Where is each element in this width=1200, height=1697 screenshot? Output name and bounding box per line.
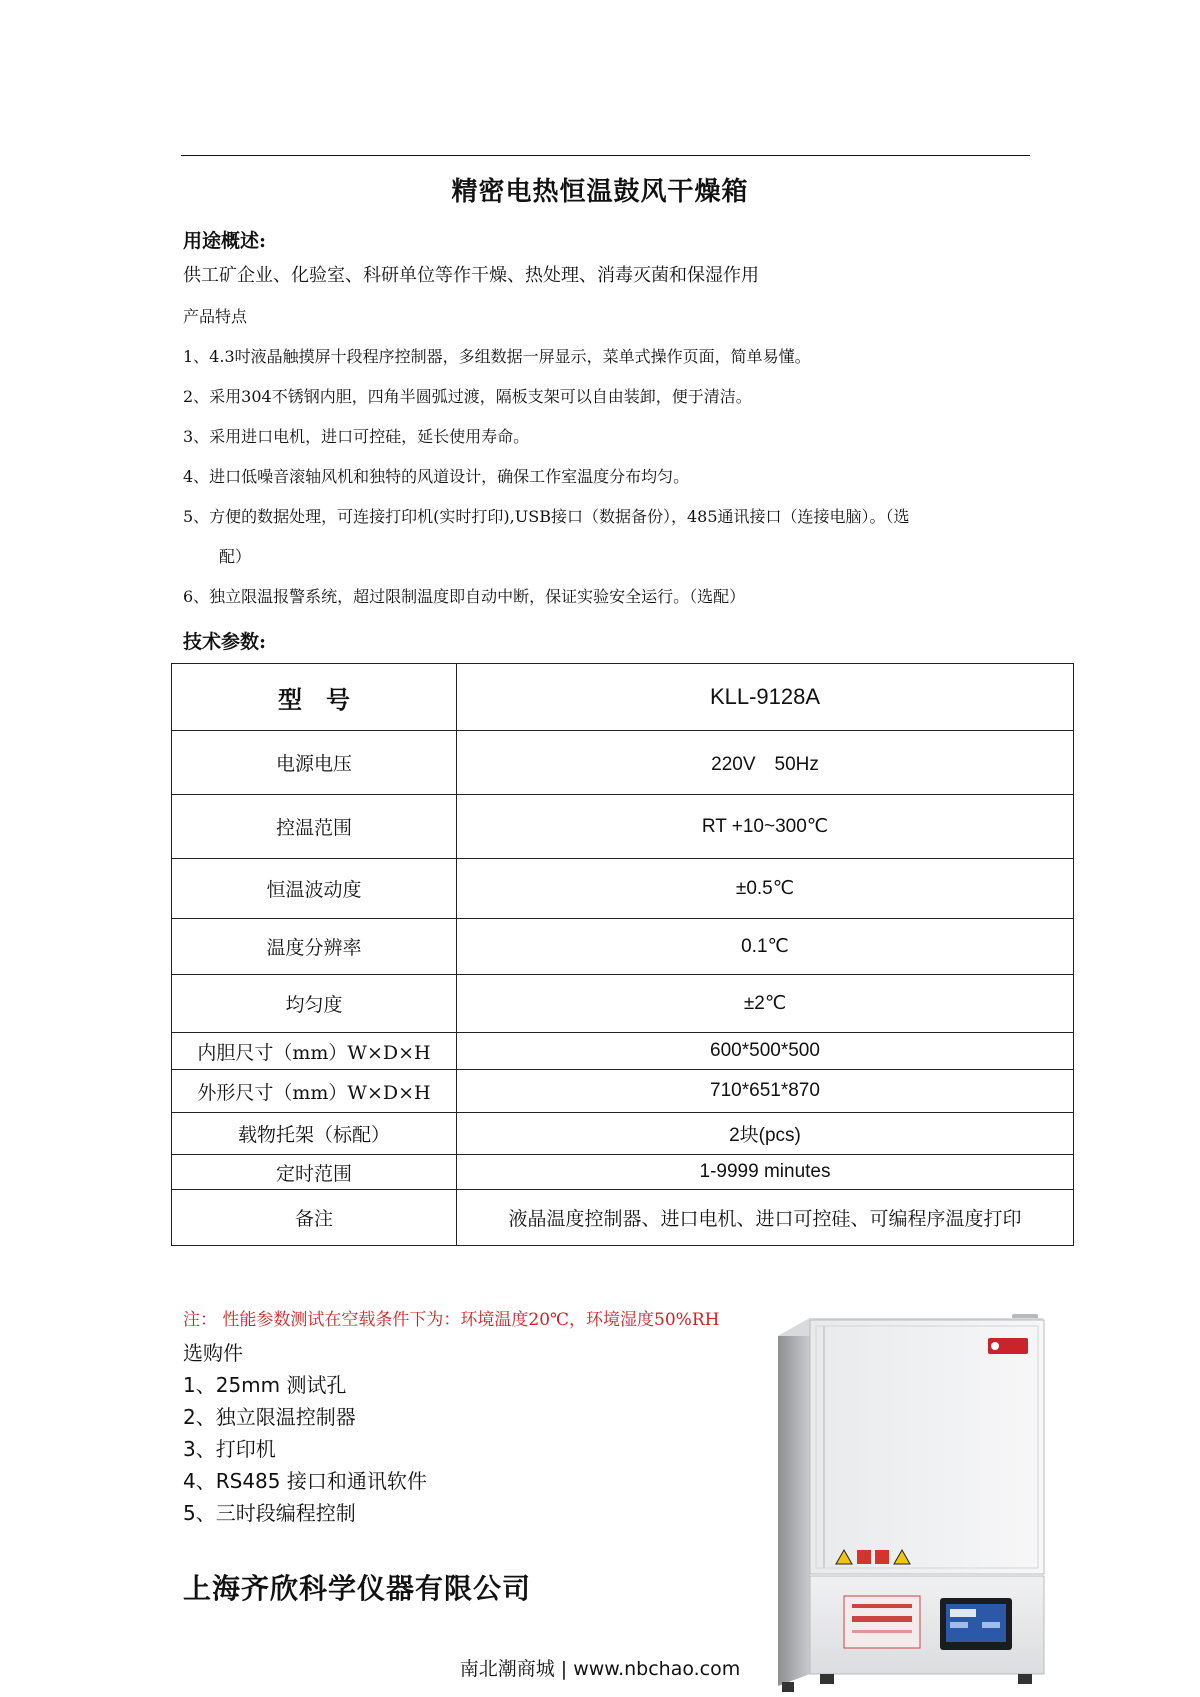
table-row — [172, 731, 1074, 795]
test-condition-note: 注： 性能参数测试在空载条件下为：环境温度20℃，环境湿度50%RH — [183, 1310, 720, 1330]
table-row — [172, 1070, 1074, 1113]
spec-value: 液晶温度控制器、进口电机、进口可控硅、可编程序温度打印 — [457, 1190, 1074, 1246]
spec-label: 控温范围 — [172, 795, 457, 859]
feature-item: 3、采用进口电机，进口可控硅，延长使用寿命。 — [183, 427, 530, 446]
feature-item: 2、采用304不锈钢内胆，四角半圆弧过渡，隔板支架可以自由装卸，便于清洁。 — [183, 387, 752, 406]
specs-heading: 技术参数: — [183, 631, 267, 653]
feature-item-continuation: 配） — [219, 547, 252, 566]
spec-label: 恒温波动度 — [172, 859, 457, 919]
spec-value: 2块(pcs) — [457, 1113, 1074, 1155]
spec-label: 内胆尺寸（mm）W×D×H — [172, 1033, 457, 1070]
spec-value: 710*651*870 — [457, 1070, 1074, 1113]
spec-label: 载物托架（标配） — [172, 1113, 457, 1155]
list-item: 5、三时段编程控制 — [183, 1501, 356, 1525]
top-rule — [181, 155, 1030, 156]
table-row — [172, 1155, 1074, 1190]
feature-item: 4、进口低噪音滚轴风机和独特的风道设计，确保工作室温度分布均匀。 — [183, 467, 690, 486]
options-list — [183, 1369, 427, 1529]
feature-item: 6、独立限温报警系统，超过限制温度即自动中断，保证实验安全运行。（选配） — [183, 587, 746, 606]
table-row — [172, 1190, 1074, 1246]
spec-label: 备注 — [172, 1190, 457, 1246]
spec-value: ±0.5℃ — [457, 859, 1074, 919]
spec-value: KLL-9128A — [457, 664, 1074, 731]
spec-label: 型 号 — [172, 664, 457, 731]
document-title: 精密电热恒温鼓风干燥箱 — [451, 177, 749, 207]
spec-label: 电源电压 — [172, 731, 457, 795]
list-item: 2、独立限温控制器 — [183, 1405, 356, 1429]
spec-value: 600*500*500 — [457, 1033, 1074, 1070]
feature-item: 5、方便的数据处理，可连接打印机(实时打印),USB接口（数据备份），485通讯接口（连接电脑）。（选 — [183, 507, 910, 526]
features-heading: 产品特点 — [183, 307, 248, 326]
spec-value: 0.1℃ — [457, 919, 1074, 975]
options-heading: 选购件 — [183, 1341, 243, 1365]
spec-label: 外形尺寸（mm）W×D×H — [172, 1070, 457, 1113]
list-item: 4、RS485 接口和通讯软件 — [183, 1469, 427, 1493]
spec-value: 1-9999 minutes — [457, 1155, 1074, 1190]
company-name: 上海齐欣科学仪器有限公司 — [183, 1572, 532, 1605]
usage-text: 供工矿企业、化验室、科研单位等作干燥、热处理、消毒灭菌和保湿作用 — [183, 265, 759, 286]
table-row — [172, 1113, 1074, 1155]
table-row — [172, 919, 1074, 975]
table-row — [172, 859, 1074, 919]
footer-source: 南北潮商城 | www.nbchao.com — [459, 1658, 741, 1680]
spec-label: 均匀度 — [172, 975, 457, 1033]
spec-label: 定时范围 — [172, 1155, 457, 1190]
table-row — [172, 975, 1074, 1033]
table-row — [172, 1033, 1074, 1070]
spec-table — [171, 663, 1074, 1246]
table-row — [172, 664, 1074, 731]
spec-value: ±2℃ — [457, 975, 1074, 1033]
usage-heading: 用途概述: — [183, 230, 267, 252]
drying-oven-photo — [760, 1314, 1065, 1694]
spec-label: 温度分辨率 — [172, 919, 457, 975]
list-item: 1、25mm 测试孔 — [183, 1373, 347, 1397]
list-item: 3、打印机 — [183, 1437, 276, 1461]
table-row — [172, 795, 1074, 859]
spec-value: 220V 50Hz — [457, 731, 1074, 795]
feature-item: 1、4.3吋液晶触摸屏十段程序控制器，多组数据一屏显示，菜单式操作页面，简单易懂。 — [183, 347, 811, 366]
spec-value: RT +10~300℃ — [457, 795, 1074, 859]
